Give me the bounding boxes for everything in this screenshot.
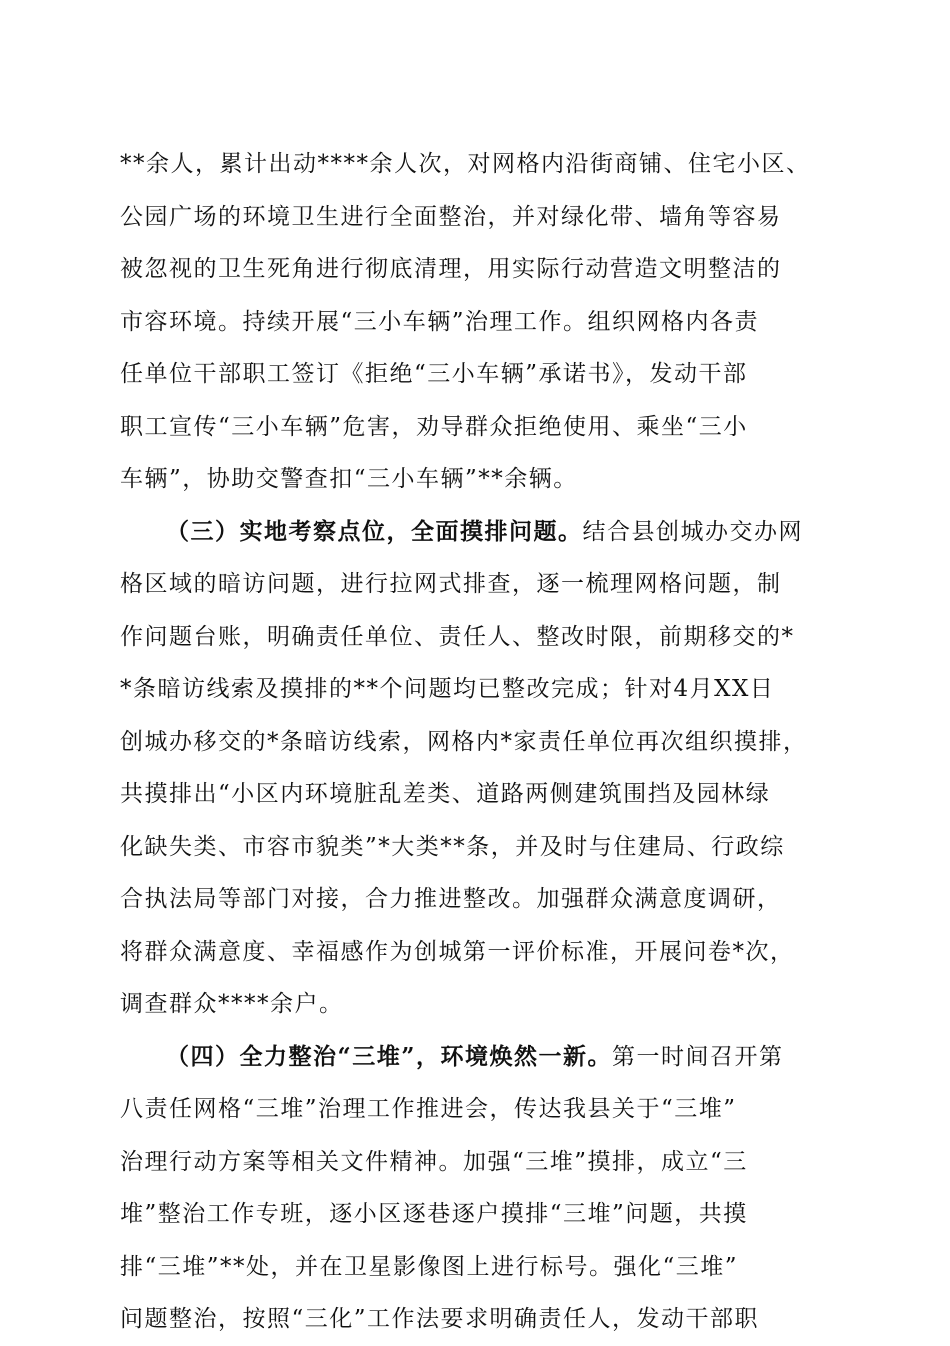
paragraph-line: *条暗访线索及摸排的**个问题均已整改完成；针对4月XX日 [120, 676, 775, 702]
section-4-heading: （四）全力整治“三堆”，环境焕然一新。 [166, 1042, 612, 1070]
paragraph-line: 任单位干部职工签订《拒绝“三小车辆”承诺书》，发动干部 [120, 361, 748, 387]
paragraph-line: 公园广场的环境卫生进行全面整治，并对绿化带、墙角等容易 [120, 203, 782, 230]
paragraph-line: 创城办移交的*条暗访线索，网格内*家责任单位再次组织摸排， [120, 728, 808, 755]
paragraph-line: 作问题台账，明确责任单位、责任人、整改时限，前期移交的* [120, 623, 795, 650]
paragraph-line: **余人，累计出动****余人次，对网格内沿街商铺、住宅小区、 [120, 151, 811, 177]
paragraph-line: 被忽视的卫生死角进行彻底清理，用实际行动营造文明整洁的 [120, 256, 782, 282]
paragraph-line: 市容环境。持续开展“三小车辆”治理工作。组织网格内各责 [120, 308, 760, 335]
paragraph-line: 八责任网格“三堆”治理工作推进会，传达我县关于“三堆” [120, 1096, 737, 1122]
section-3-first-line-text: 结合县创城办交办网 [582, 518, 803, 545]
paragraph-line: 将群众满意度、幸福感作为创城第一评价标准，开展问卷*次， [120, 938, 795, 965]
paragraph-line: 排“三堆”**处，并在卫星影像图上进行标号。强化“三堆” [120, 1253, 739, 1280]
section-4-first-line-text: 第一时间召开第 [611, 1043, 784, 1070]
paragraph-line: 职工宣传“三小车辆”危害，劝导群众拒绝使用、乘坐“三小 [120, 413, 748, 440]
paragraph-line: 化缺失类、市容市貌类”*大类**条，并及时与住建局、行政综 [120, 833, 785, 860]
section-4-first-line [120, 1031, 825, 1084]
section-3-first-line [120, 506, 825, 559]
paragraph-line: 调查群众****余户。 [120, 991, 344, 1017]
paragraph-line: 共摸排出“小区内环境脏乱差类、道路两侧建筑围挡及园林绿 [120, 781, 771, 807]
document-body [120, 138, 825, 1346]
paragraph-line: 问题整治，按照“三化”工作法要求明确责任人，发动干部职 [120, 1306, 760, 1332]
paragraph-line: 治理行动方案等相关文件精神。加强“三堆”摸排，成立“三 [120, 1148, 748, 1175]
paragraph-line: 格区域的暗访问题，进行拉网式排查，逐一梳理网格问题，制 [120, 571, 782, 597]
paragraph-line: 车辆”，协助交警查扣“三小车辆”**余辆。 [120, 466, 578, 492]
paragraph-line: 合执法局等部门对接，合力推进整改。加强群众满意度调研， [120, 886, 782, 912]
paragraph-line: 堆”整治工作专班，逐小区逐巷逐户摸排“三堆”问题，共摸 [120, 1201, 748, 1227]
section-3-heading: （三）实地考察点位，全面摸排问题。 [166, 517, 583, 545]
